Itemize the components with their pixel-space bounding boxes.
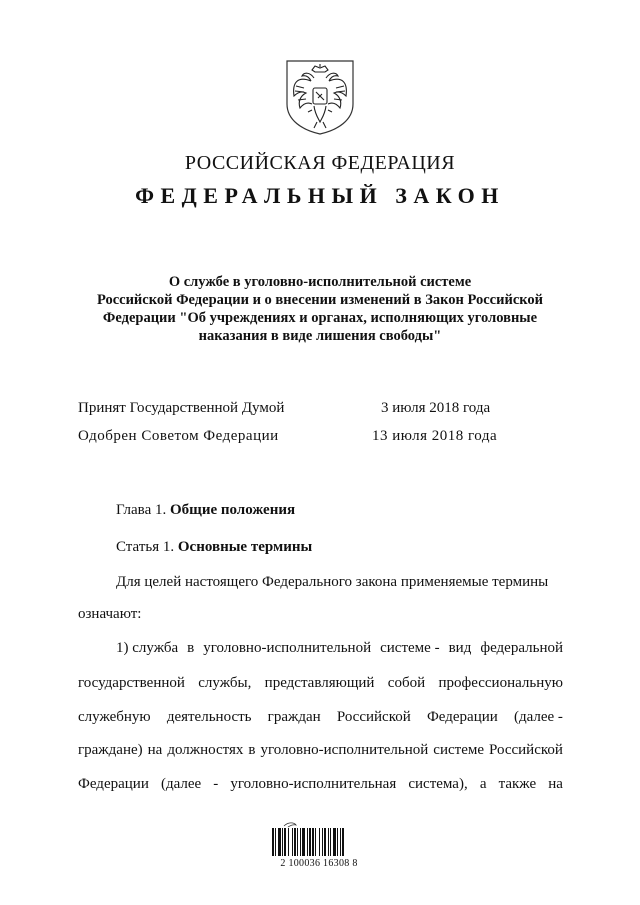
word: системе - — [380, 640, 440, 656]
document-type: ФЕДЕРАЛЬНЫЙ ЗАКОН — [135, 183, 505, 208]
word: служебную — [78, 709, 151, 725]
item1-line — [78, 709, 563, 726]
barcode-bar — [302, 828, 305, 856]
chapter-name: Общие положения — [169, 502, 296, 518]
barcode-bar — [333, 828, 336, 856]
word: Федерации — [78, 776, 149, 792]
law-title-line: наказания в виде лишения свободы" — [198, 328, 442, 344]
barcode-bar — [297, 828, 298, 856]
word: представляющий — [264, 675, 375, 691]
barcode-bar — [282, 828, 283, 856]
word: Российской — [489, 742, 563, 758]
barcode-bar — [337, 828, 338, 856]
law-title-line: О службе в уголовно-исполнительной системе — [168, 274, 472, 290]
word: профессиональную — [438, 675, 563, 691]
body-paragraph-line: означают: — [78, 606, 142, 622]
word: на — [548, 776, 563, 792]
word: (далее - — [513, 709, 563, 725]
word: граждан — [267, 709, 321, 725]
barcode-bar — [288, 828, 289, 856]
word: (далее — [160, 776, 202, 792]
barcode-bar — [340, 828, 341, 856]
council-approval-date: 13 июля 2018 года — [372, 428, 498, 444]
duma-adoption-date: 3 июля 2018 года — [381, 400, 491, 416]
word: Российской — [336, 709, 411, 725]
barcode-number: 2 100036 16308 8 — [280, 858, 358, 869]
word: государственной — [78, 675, 185, 691]
word: уголовно-исполнительной — [203, 640, 372, 656]
barcode-bar — [330, 828, 331, 856]
word: 1) служба — [116, 640, 179, 656]
word: системе — [433, 742, 485, 758]
chapter-heading — [116, 502, 295, 519]
word: - — [213, 776, 219, 792]
barcode-mark — [284, 823, 296, 827]
law-title-line: Российской Федерации и о внесении изменений в Закон Российской — [96, 292, 544, 308]
law-title-line: Федерации "Об учреждениях и органах, исполняющих уголовные — [102, 310, 538, 326]
country-name: РОССИЙСКАЯ ФЕДЕРАЦИЯ — [184, 152, 456, 174]
word: уголовно-исполнительной — [260, 742, 429, 758]
law-title — [60, 273, 580, 345]
barcode-bar — [272, 828, 274, 856]
chapter-prefix: Глава 1. — [116, 502, 167, 518]
barcode-bar — [328, 828, 329, 856]
barcode-icon — [270, 822, 368, 856]
barcode-bar — [284, 828, 286, 856]
barcode-bar — [322, 828, 323, 856]
barcode-bar — [319, 828, 320, 856]
word: в — [187, 640, 195, 656]
word: федеральной — [480, 640, 563, 656]
word: деятельность — [166, 709, 252, 725]
word: граждане) — [78, 742, 143, 758]
word: а — [479, 776, 487, 792]
body-paragraph-line: Для целей настоящего Федерального закона применяемые термины — [116, 574, 549, 590]
item1-line — [78, 776, 563, 793]
barcode-bar — [309, 828, 311, 856]
barcode-bar — [307, 828, 308, 856]
council-approval-label: Одобрен Советом Федерации — [78, 428, 279, 444]
barcode-bar — [300, 828, 301, 856]
word: собой — [387, 675, 426, 691]
barcode-bar — [275, 828, 276, 856]
barcode-bar — [278, 828, 281, 856]
barcode-bar — [312, 828, 314, 856]
article-prefix: Статья 1. — [116, 539, 175, 555]
word: должностях — [167, 742, 244, 758]
barcode-bar — [294, 828, 296, 856]
word: также — [498, 776, 537, 792]
barcode-bar — [342, 828, 344, 856]
item1-line — [78, 675, 563, 692]
item1-line — [116, 640, 563, 657]
word: уголовно-исполнительная — [230, 776, 397, 792]
article-name: Основные термины — [177, 539, 313, 555]
word: на — [147, 742, 163, 758]
word: Федерации — [426, 709, 498, 725]
word: в — [248, 742, 256, 758]
item1-line — [78, 742, 563, 759]
barcode-bar — [324, 828, 326, 856]
word: система), — [408, 776, 468, 792]
barcode-bar — [292, 828, 293, 856]
word: вид — [448, 640, 472, 656]
state-emblem-icon — [284, 58, 356, 136]
barcode-bar — [315, 828, 316, 856]
article-heading — [116, 539, 312, 556]
word: службы, — [198, 675, 252, 691]
duma-adoption-label: Принят Государственной Думой — [78, 400, 285, 416]
